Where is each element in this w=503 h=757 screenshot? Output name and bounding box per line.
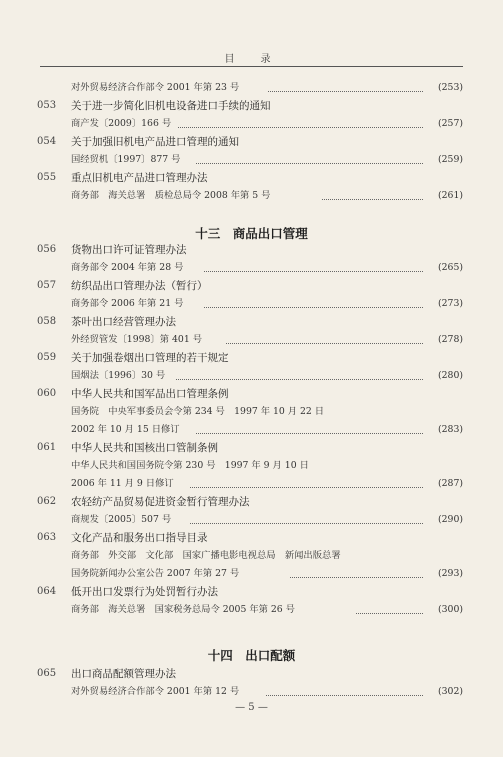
page-number: (253)	[438, 82, 463, 93]
page-number: (300)	[438, 604, 463, 615]
entry-issuers: 商务部 外交部 文化部 国家广播电影电视总局 新闻出版总署	[71, 550, 341, 561]
toc-entry-sub	[0, 152, 503, 168]
page-number: (280)	[438, 370, 463, 381]
dot-leader	[268, 90, 423, 92]
toc-entry-sub	[0, 422, 503, 438]
entry-number: 060	[37, 388, 57, 399]
toc-entry	[0, 98, 503, 114]
dot-leader	[204, 270, 423, 272]
dot-leader	[290, 576, 423, 578]
toc-entry-sub	[0, 684, 503, 700]
dot-leader	[266, 694, 423, 696]
entry-source: 国务院新闻办公室公告 2007 年第 27 号	[71, 568, 240, 579]
dot-leader	[178, 126, 423, 128]
entry-title: 低开出口发票行为处罚暂行办法	[71, 586, 218, 598]
toc-entry-sub	[0, 296, 503, 312]
dot-leader	[190, 486, 423, 488]
page-number: (261)	[438, 190, 463, 201]
entry-revision: 2006 年 11 月 9 日修订	[71, 478, 174, 489]
toc-entry	[0, 494, 503, 510]
entry-title: 关于进一步简化旧机电设备进口手续的通知	[71, 100, 271, 112]
entry-title: 关于加强旧机电产品进口管理的通知	[71, 136, 239, 148]
page-number: (283)	[438, 424, 463, 435]
toc-entry	[0, 314, 503, 330]
dot-leader	[356, 612, 423, 614]
toc-entry-sub	[0, 188, 503, 204]
toc-entry-sub	[0, 566, 503, 582]
dot-leader	[176, 378, 423, 380]
page-number: (287)	[438, 478, 463, 489]
entry-number: 059	[37, 352, 57, 363]
entry-source: 对外贸易经济合作部令 2001 年第 23 号	[71, 82, 240, 93]
entry-number: 053	[37, 100, 57, 111]
toc-entry	[0, 530, 503, 546]
page-footer: — 5 —	[235, 702, 268, 713]
entry-title: 中华人民共和国核出口管制条例	[71, 442, 218, 454]
dot-leader	[196, 162, 423, 164]
toc-entry	[0, 170, 503, 186]
entry-number: 058	[37, 316, 57, 327]
dot-leader	[322, 198, 423, 200]
page-number: (257)	[438, 118, 463, 129]
toc-entry-sub	[0, 260, 503, 276]
entry-number: 056	[37, 244, 57, 255]
entry-title: 货物出口许可证管理办法	[71, 244, 187, 256]
entry-source: 国务院 中央军事委员会令第 234 号 1997 年 10 月 22 日	[71, 406, 325, 417]
entry-source: 商规发〔2005〕507 号	[71, 514, 172, 525]
entry-number: 062	[37, 496, 57, 507]
header-rule	[40, 66, 463, 67]
dot-leader	[190, 522, 423, 524]
toc-entry-sub	[0, 602, 503, 618]
entry-source: 商产发〔2009〕166 号	[71, 118, 172, 129]
entry-number: 055	[37, 172, 57, 183]
entry-source: 商务部令 2006 年第 21 号	[71, 298, 184, 309]
toc-entry-sub	[0, 548, 503, 564]
entry-source: 国经贸机〔1997〕877 号	[71, 154, 181, 165]
page-number: (259)	[438, 154, 463, 165]
page-number: (273)	[438, 298, 463, 309]
entry-title: 重点旧机电产品进口管理办法	[71, 172, 208, 184]
entry-number: 054	[37, 136, 57, 147]
entry-title: 文化产品和服务出口指导目录	[71, 532, 208, 544]
entry-source: 中华人民共和国国务院令第 230 号 1997 年 9 月 10 日	[71, 460, 309, 471]
page-number: (265)	[438, 262, 463, 273]
toc-entry-sub	[0, 404, 503, 420]
section-heading: 十四 出口配额	[207, 648, 296, 663]
entry-source: 商务部 海关总署 国家税务总局令 2005 年第 26 号	[71, 604, 295, 615]
toc-entry-sub	[0, 512, 503, 528]
toc-entry	[0, 134, 503, 150]
entry-source: 外经贸管发〔1998〕第 401 号	[71, 334, 202, 345]
entry-source: 国烟法〔1996〕30 号	[71, 370, 166, 381]
dot-leader	[226, 342, 423, 344]
entry-source: 商务部 海关总署 质检总局令 2008 年第 5 号	[71, 190, 271, 201]
running-header: 目 录	[224, 54, 279, 65]
toc-entry	[0, 350, 503, 366]
entry-title: 纺织品出口管理办法（暂行）	[71, 280, 208, 292]
dot-leader	[196, 432, 423, 434]
toc-entry	[0, 386, 503, 402]
entry-title: 关于加强卷烟出口管理的若干规定	[71, 352, 229, 364]
toc-entry-sub	[0, 332, 503, 348]
toc-entry	[0, 440, 503, 456]
page-number: (290)	[438, 514, 463, 525]
entry-title: 中华人民共和国军品出口管理条例	[71, 388, 229, 400]
dot-leader	[204, 306, 423, 308]
page-number: (293)	[438, 568, 463, 579]
page-number: (302)	[438, 686, 463, 697]
entry-number: 064	[37, 586, 57, 597]
entry-title: 出口商品配额管理办法	[71, 668, 176, 680]
section-heading: 十三 商品出口管理	[195, 226, 308, 241]
entry-title: 茶叶出口经营管理办法	[71, 316, 176, 328]
entry-number: 065	[37, 668, 57, 679]
toc-entry-sub	[0, 80, 503, 96]
toc-entry-sub	[0, 476, 503, 492]
entry-source: 对外贸易经济合作部令 2001 年第 12 号	[71, 686, 240, 697]
entry-number: 063	[37, 532, 57, 543]
entry-title: 农轻纺产品贸易促进资金暂行管理办法	[71, 496, 250, 508]
toc-entry-sub	[0, 116, 503, 132]
toc-entry-sub	[0, 368, 503, 384]
entry-source: 商务部令 2004 年第 28 号	[71, 262, 184, 273]
toc-entry	[0, 242, 503, 258]
page-number: (278)	[438, 334, 463, 345]
toc-entry-sub	[0, 458, 503, 474]
toc-entry	[0, 278, 503, 294]
toc-entry	[0, 666, 503, 682]
entry-number: 061	[37, 442, 57, 453]
entry-number: 057	[37, 280, 57, 291]
toc-entry	[0, 584, 503, 600]
entry-revision: 2002 年 10 月 15 日修订	[71, 424, 180, 435]
